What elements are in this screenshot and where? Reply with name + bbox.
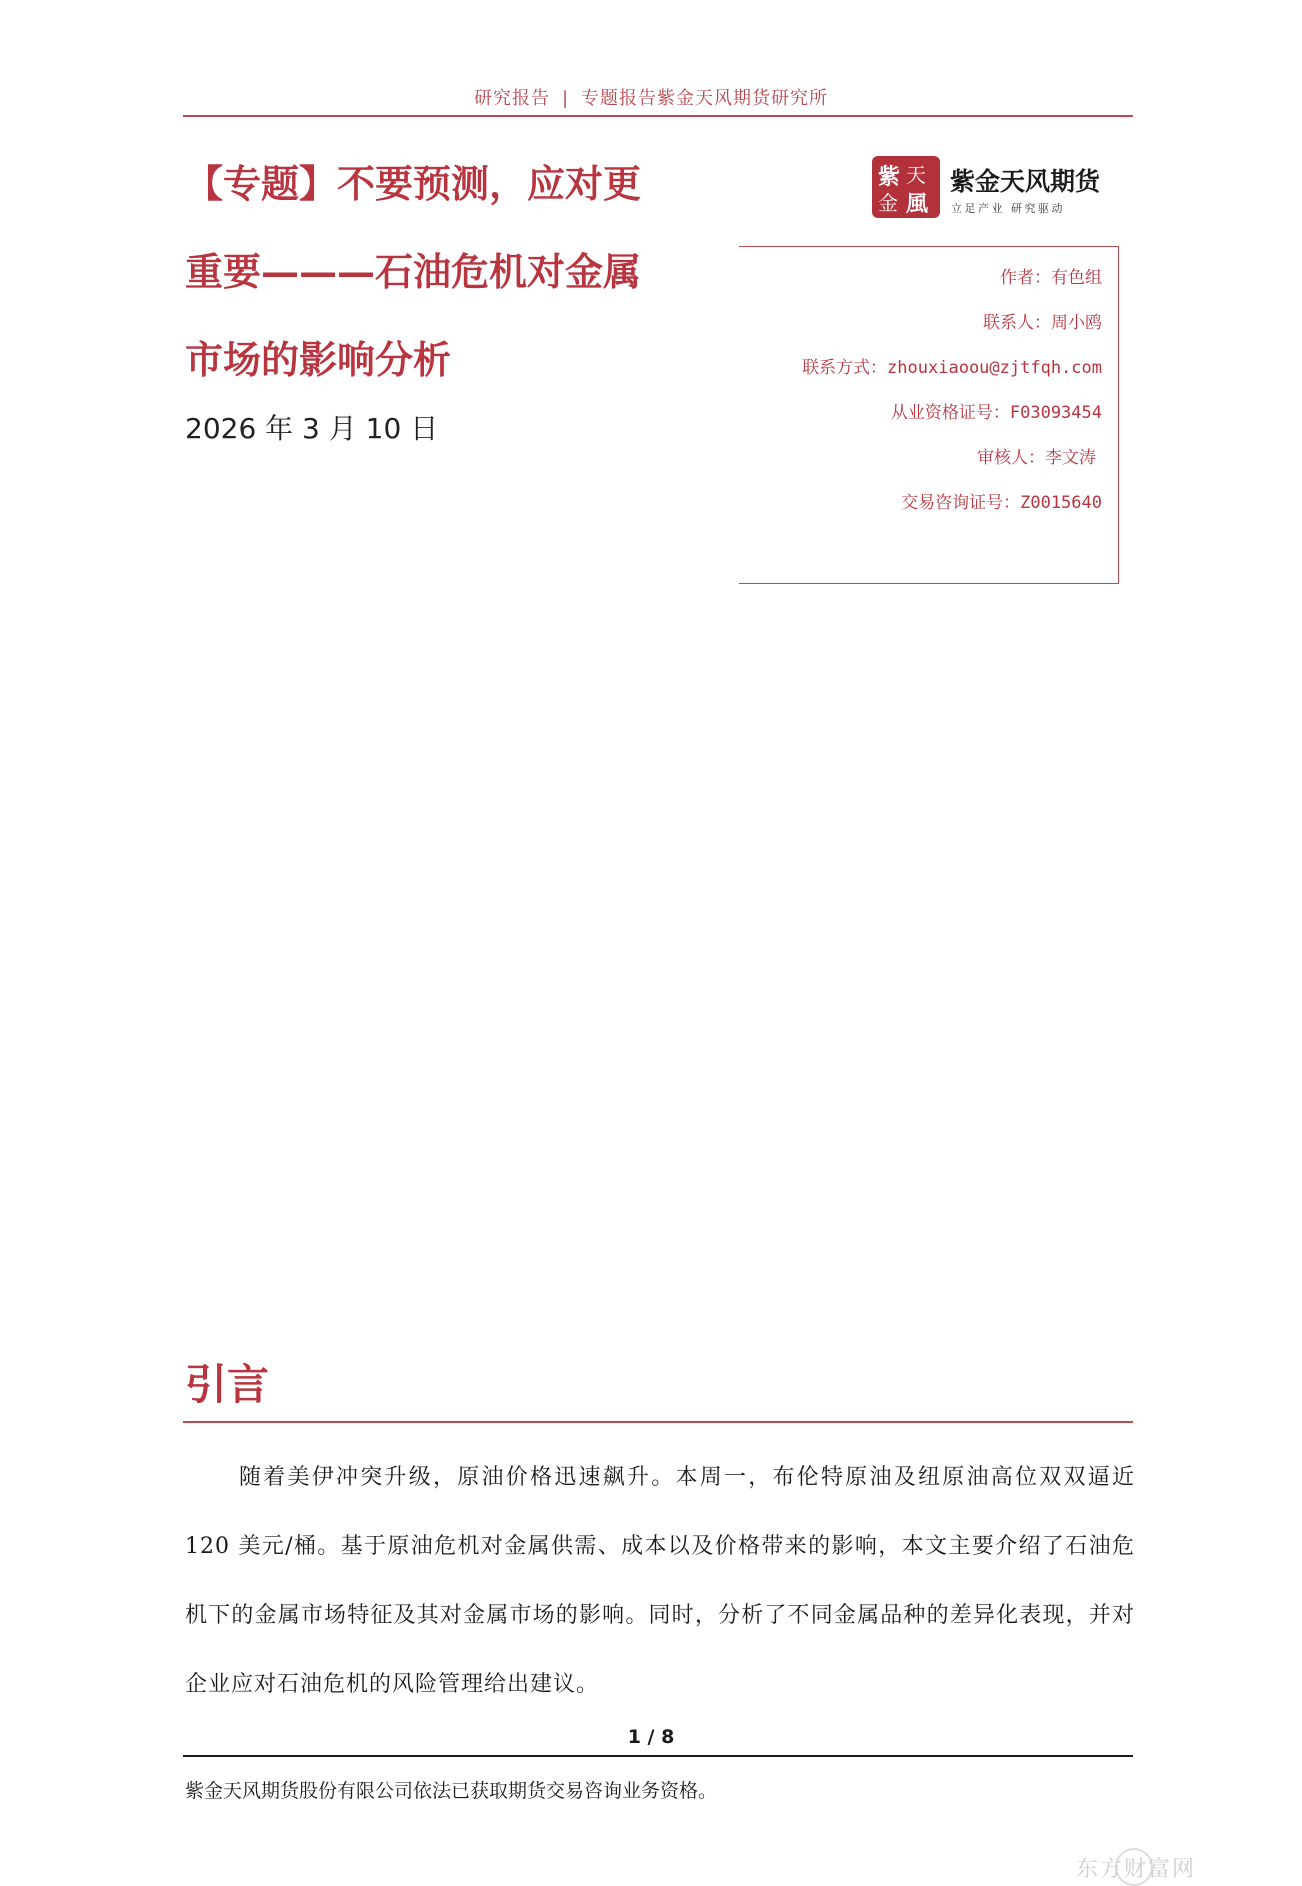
qualification-number: 从业资格证号：F03093454	[890, 403, 1102, 423]
intro-paragraph: 随着美伊冲突升级，原油价格迅速飙升。本周一，布伦特原油及纽原油高位双双逼近 120 美元/桶。基于原油危机对金属供需、成本以及价格带来的影响，本文主要介绍了石油危机下的金属市场特征及其对金属市场的影响。同时，分析了不同金属品种的差异化表现，并对企业应对石油危机的风险管理给出建议。	[185, 1465, 1135, 1697]
logo-company-name: 紫金天风期货	[950, 167, 1101, 196]
intro-divider	[183, 1421, 1133, 1423]
author-group: 作者：有色组	[1000, 268, 1102, 288]
contact-person: 联系人：周小鸥	[983, 313, 1102, 333]
header-divider	[183, 115, 1133, 117]
title-line-1: 【专题】不要预测，应对更	[185, 161, 642, 206]
report-date: 2026 年 3 月 10 日	[185, 412, 439, 445]
svg-text:紫: 紫	[878, 164, 901, 190]
page-number: 1 / 8	[627, 1726, 675, 1748]
company-logo	[872, 152, 1122, 224]
footer-disclaimer: 紫金天风期货股份有限公司依法已获取期货交易咨询业务资格。	[185, 1780, 718, 1802]
intro-heading: 引言	[185, 1360, 270, 1409]
header-source: 专题报告紫金天风期货研究所	[581, 88, 829, 109]
header-separator: |	[561, 88, 570, 109]
logo-slogan: 立足产业 研究驱动	[951, 202, 1065, 215]
footer-divider	[183, 1755, 1133, 1757]
contact-email: 联系方式：zhouxiaoou@zjtfqh.com	[802, 358, 1102, 378]
title-line-2: 重要———石油危机对金属	[185, 249, 642, 294]
author-info-box	[739, 246, 1119, 584]
reviewer: 审核人：李文涛	[977, 448, 1096, 468]
report-header	[0, 84, 1302, 110]
watermark: 东方财富网	[1076, 1857, 1197, 1882]
header-category: 研究报告	[473, 88, 550, 109]
svg-text:風: 風	[906, 191, 929, 217]
logo-seal-icon	[872, 156, 940, 218]
svg-text:天: 天	[906, 163, 926, 187]
report-title	[185, 140, 665, 404]
svg-text:金: 金	[878, 191, 898, 215]
title-line-3: 市场的影响分析	[185, 337, 452, 382]
trading-consult-number: 交易咨询证号：Z0015640	[901, 493, 1102, 513]
